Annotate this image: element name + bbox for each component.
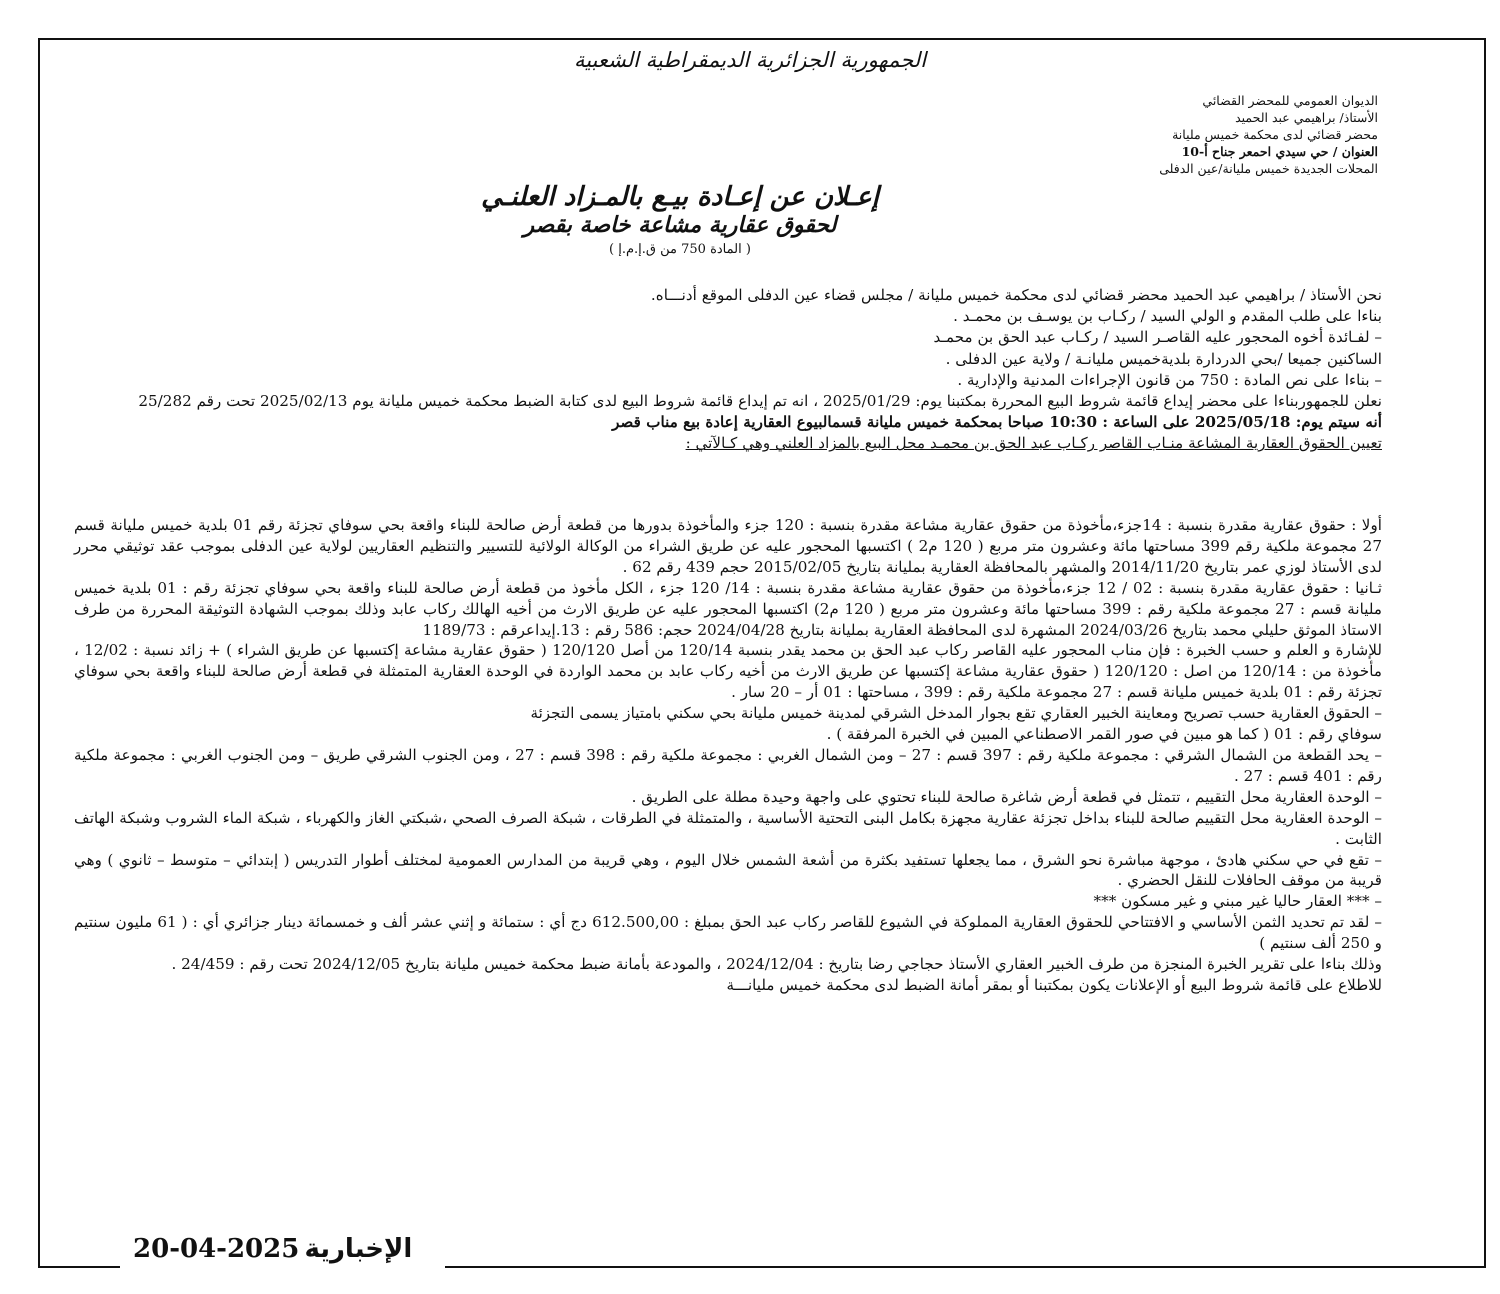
body-paragraph: – *** العقار حاليا غير مبني و غير مسكون ***	[1093, 892, 1382, 911]
publication-date: 2025-04-20	[133, 1234, 300, 1264]
header-line: محضر قضائي لدى محكمة خميس مليانة	[1172, 127, 1378, 142]
body-paragraph: – الحقوق العقارية حسب تصريح ومعاينة الخبير العقاري تقع بجوار المدخل الشرقي لمدينة خميس مليانة بحي سكني بامتياز يسمى التجزئة	[530, 704, 1382, 723]
publication-footer	[133, 1234, 412, 1264]
intro-paragraph: الساكنين جميعا /بحي الدردارة بلديةخميس مليانـة / ولاية عين الدفلى .	[945, 349, 1382, 368]
title-line-2: لحقوق عقارية مشاعة خاصة بقصر	[523, 212, 837, 238]
intro-paragraph: – لفـائدة أخوه المحجور عليه القاصـر السيد / ركـاب عبد الحق بن محمـد	[933, 328, 1382, 347]
body-paragraph: – الوحدة العقارية محل التقييم ، تتمثل في قطعة أرض شاغرة صالحة للبناء تحتوي على واجهة وحيدة مطلة على الطريق .	[631, 787, 1382, 806]
body-paragraph: للإشارة و العلم و حسب الخبرة : فإن مناب المحجور عليه القاصر ركاب عبد الحق بن محمد يقدر بنسبة 120/14 من أصل 120/120 ( حقوق عقارية مشاعة إكتسبها عن طريق الشراء ) + زائد نسبة : 12/02 ، مأخوذة من : 120/14 من اصل : 120/120 ( حقوق عقارية مشاعة إكتسبها عن طريق الارث من أخيه ركاب عابد بن محمد الواردة في الوحدة العقارية المتمثلة في قطعة أرض صالحة للبناء واقعة بحي سوفاي تجزئة رقم : 01 بلدية خميس مليانة قسم : 27 مجموعة ملكية رقم : 399 ، مساحتها : 01 أر – 20 سار .	[74, 641, 1383, 702]
header-line: الديوان العمومي للمحضر القضائي	[1202, 93, 1378, 108]
body-paragraph: سوفاي رقم : 01 ( كما هو مبين في صور القمر الاصطناعي المبين في الخبرة المرفقة ) .	[826, 725, 1382, 744]
body-paragraph: – لقد تم تحديد الثمن الأساسي و الافتتاحي للحقوق العقارية المملوكة في الشيوع للقاصر ركاب عبد الحق بمبلغ : 612.500,00 دج أي : ستمائة و إثني عشر ألف و خمسمائة دينار جزائري أي : ( 61 مليون سنتيم و 250 ألف سنتيم )	[74, 913, 1382, 953]
intro-paragraph: أنه سيتم يوم: 2025/05/18 على الساعة : 10:30 صباحا بمحكمة خميس مليانة قسمالبيوع العقارية إعادة بيع مناب قصر	[612, 413, 1382, 432]
notice-title	[400, 182, 960, 257]
intro-paragraph: بناءا على طلب المقدم و الولي السيد / ركـاب بن يوسـف بن محمـد .	[953, 307, 1382, 326]
body-paragraph: ثـانيا : حقوق عقارية مقدرة بنسبة : 02 / 12 جزء،مأخوذة من حقوق عقارية مشاعة مقدرة بنسبة : 14/ 120 جزء ، الكل مأخوذ من قطعة أرض صالحة للبناء واقعة بحي سوفاي تجزئة رقم : 01 بلدية خميس مليانة قسم : 27 مجموعة ملكية رقم : 399 مساحتها مائة وعشرون متر مربع ( 120 م2) اكتسبها المحجور عليه عن طريق الارث من أخيه الهالك ركاب عابد وذلك بموجب الشهادة التوثيقة المحررة من طرف الاستاذ الموثق حليلي محمد بتاريخ 2024/03/26 المشهرة لدى المحافظة العقارية بمليانة بتاريخ 2024/04/28 حجم: 586 رقم : 13.إيداعرقم : 1189/73	[74, 578, 1383, 639]
body-paragraph: أولا : حقوق عقارية مقدرة بنسبة : 14جزء،مأخوذة من حقوق عقارية مشاعة مقدرة بنسبة : 120 جزء والمأخوذة بدورها من قطعة أرض صالحة للبناء واقعة بحي سوفاي تجزئة رقم 01 بلدية خميس مليانة قسم 27 مجموعة ملكية رقم 399 مساحتها مائة وعشرون متر مربع ( 120 م2 ) اكتسبها المحجور عليه عن طريق الشراء من الوكالة الولائية للتسيير والتنظيم العقاريين لولاية عين الدفلى بموجب عقد توثيقي محرر لدى الأستاذ لوزي عمر بتاريخ 2014/11/20 والمشهر بالمحافظة العقارية بمليانة بتاريخ 2015/02/05 حجم 439 رقم 62 .	[74, 516, 1383, 576]
legal-article: ( المادة 750 من ق.إ.م.إ )	[609, 242, 751, 257]
title-line-1: إعـلان عن إعـادة بيـع بالمـزاد العلنـي	[481, 182, 879, 212]
header-line: الأستاذ/ براهيمي عبد الحميد	[1235, 110, 1378, 125]
intro-section	[90, 285, 1382, 455]
body-paragraph: وذلك بناءا على تقرير الخبرة المنجزة من طرف الخبير العقاري الأستاذ حجاجي رضا بتاريخ : 2024/12/04 ، والمودعة بأمانة ضبط محكمة خميس مليانة بتاريخ 2024/12/05 تحت رقم : 24/459 .	[171, 955, 1382, 974]
property-description	[74, 515, 1382, 996]
body-paragraph: – الوحدة العقارية محل التقييم صالحة للبناء بداخل تجزئة عقارية مجهزة بكامل البنى التحتية الأساسية ، والمتمثلة في الطرقات ، شبكة الصرف الصحي ،شبكتي الغاز والكهرباء ، شبكة الماء الشروب وشبكة الهاتف الثابت .	[74, 808, 1382, 848]
bailiff-header	[918, 92, 1378, 177]
intro-paragraph: نعلن للجمهوربناءا على محضر إيداع قائمة شروط البيع المحررة بمكتبنا يوم: 2025/01/29 ، انه تم إيداع قائمة شروط البيع لدى كتابة الضبط محكمة خميس مليانة يوم 2025/02/13 تحت رقم 25/282	[138, 392, 1382, 411]
body-paragraph: للاطلاع على قائمة شروط البيع أو الإعلانات يكون بمكتبنا أو بمقر أمانة الضبط لدى محكمة خميس مليانـــة	[726, 975, 1382, 994]
body-paragraph: – تقع في حي سكني هادئ ، موجهة مباشرة نحو الشرق ، مما يجعلها تستفيد بكثرة من أشعة الشمس خلال اليوم ، وهي قريبة من المدارس العمومية لمختلف أطوار التدريس ( إبتدائي – متوسط – ثانوي ) وهي قريبة من موقف الحافلات للنقل الحضري .	[74, 850, 1382, 890]
body-paragraph: – يحد القطعة من الشمال الشرقي : مجموعة ملكية رقم : 397 قسم : 27 – ومن الشمال الغربي : مجموعة ملكية رقم : 398 قسم : 27 ، ومن الجنوب الشرقي طريق – ومن الجنوب الغربي : مجموعة ملكية رقم : 401 قسم : 27 .	[74, 745, 1382, 785]
intro-paragraph: نحن الأستاذ / براهيمي عبد الحميد محضر قضائي لدى محكمة خميس مليانة / مجلس قضاء عين الدفلى الموقع أدنـــاه.	[650, 286, 1382, 304]
intro-paragraph: تعيين الحقوق العقارية المشاعة منـاب القاصر ركـاب عبد الحق بن محمـد محل البيع بالمزاد العلني وهي كـالآتي :	[685, 434, 1382, 453]
header-line: المحلات الجديدة خميس مليانة/عين الدفلى	[1159, 161, 1378, 176]
newspaper-name: الإخبارية	[304, 1234, 413, 1264]
header-line: العنوان / حي سيدي احمعر جناح أ-10	[1181, 144, 1378, 159]
intro-paragraph: – بناءا على نص المادة : 750 من قانون الإجراءات المدنية والإدارية .	[957, 370, 1382, 389]
republic-heading: الجمهورية الجزائرية الديمقراطية الشعبية	[573, 48, 927, 72]
